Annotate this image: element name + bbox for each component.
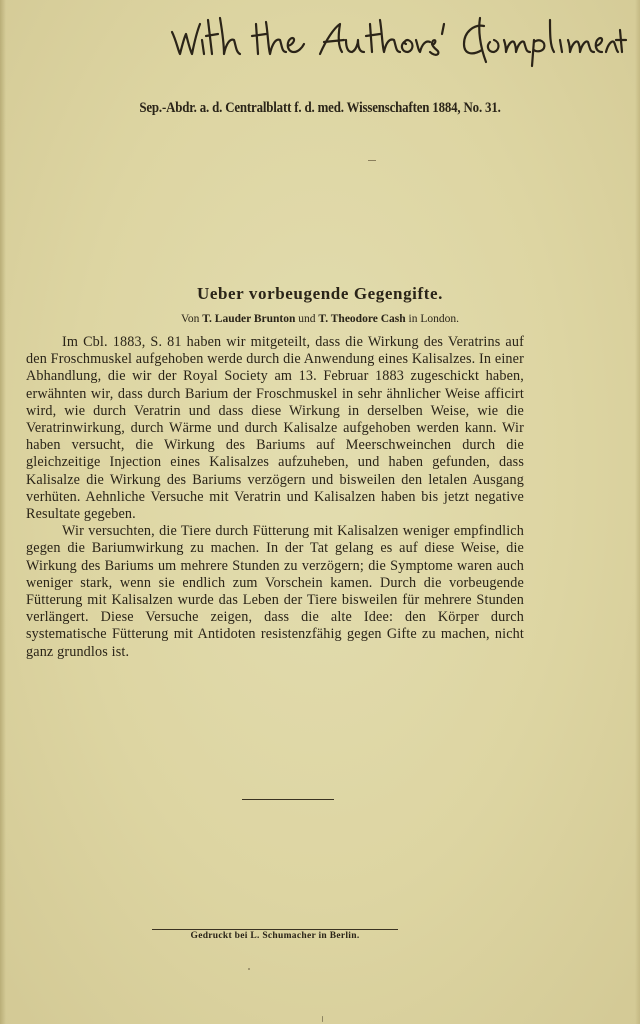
offprint-citation [79,100,561,117]
paper-speck [322,1016,323,1022]
author-brunton: T. Lauder Brunton [202,313,296,325]
author-cash: T. Theodore Cash [318,313,406,325]
offprint-citation-text: Sep.-Abdr. a. d. Centralblatt f. d. med. Wissenschaften 1884, No. 31. [139,100,501,116]
small-dash-mark [368,160,376,161]
article-paragraph-2: Wir versuchten, die Tiere durch Fütterung mit Kalisalzen weniger empfindlich gegen die Bariumwirkung zu machen. In der Tat gelang es auf diese Weise, die Wirkung des Bariums um mehrere Stunden zu verzögern; die Symptome waren auch weniger stark, wenn sie endlich zum Vorschein kamen. Durch die vorbeugende Fütterung mit Kalisalzen wurde das Leben der Tiere bisweilen für mehrere Stunden verlängert. Diese Versuche zeigen, dass die alte Idee: den Körper durch systematische Fütterung mit Antidoten resistenzfähig gegen Gifte zu machen, nicht ganz grundlos ist. [26,523,524,660]
page-edge-shadow-right [635,0,640,1024]
article-paragraph-1: Im Cbl. 1883, S. 81 haben wir mitgeteilt, dass die Wirkung des Veratrins auf den Froschmuskel aufgehoben werde durch die Anwendung eines Kalisalzes. In einer Abhandlung, die wir der Royal Society am 13. Februar 1883 zugeschickt haben, erwähnten wir, dass durch Barium der Froschmuskel in sehr ähnlicher Weise afficirt wird, wie durch Veratrin und dass diese Wirkung in derselben Weise, wie die Veratrinwirkung, durch Wärme und durch Kalisalze aufgehoben werden kann. Wir haben versucht, die Wirkung des Bariums auf Meerschweinchen durch die gleichzeitige Injection eines Kalisalzes aufzuheben, und haben gefunden, dass Kalisalze die Wirkung des Bariums verzögern und bisweilen den letalen Ausgang verhüten. Aehnliche Versuche mit Veratrin und Kalisalzen haben bis jetzt negative Resultate gegeben. [26,334,524,523]
byline-location: in London. [408,313,459,325]
article-body [26,334,524,661]
printer-imprint: Gedruckt bei L. Schumacher in Berlin. [190,931,360,941]
byline-von: Von [181,313,200,325]
byline-und: und [298,313,316,325]
paper-speck [248,968,250,970]
article-byline [40,313,600,325]
footer-rule [152,929,398,930]
section-divider-rule [242,799,334,800]
page-edge-shadow-left [0,0,6,1024]
article-title: Ueber vorbeugende Gegengifte. [196,284,444,303]
handwritten-inscription [168,10,628,68]
